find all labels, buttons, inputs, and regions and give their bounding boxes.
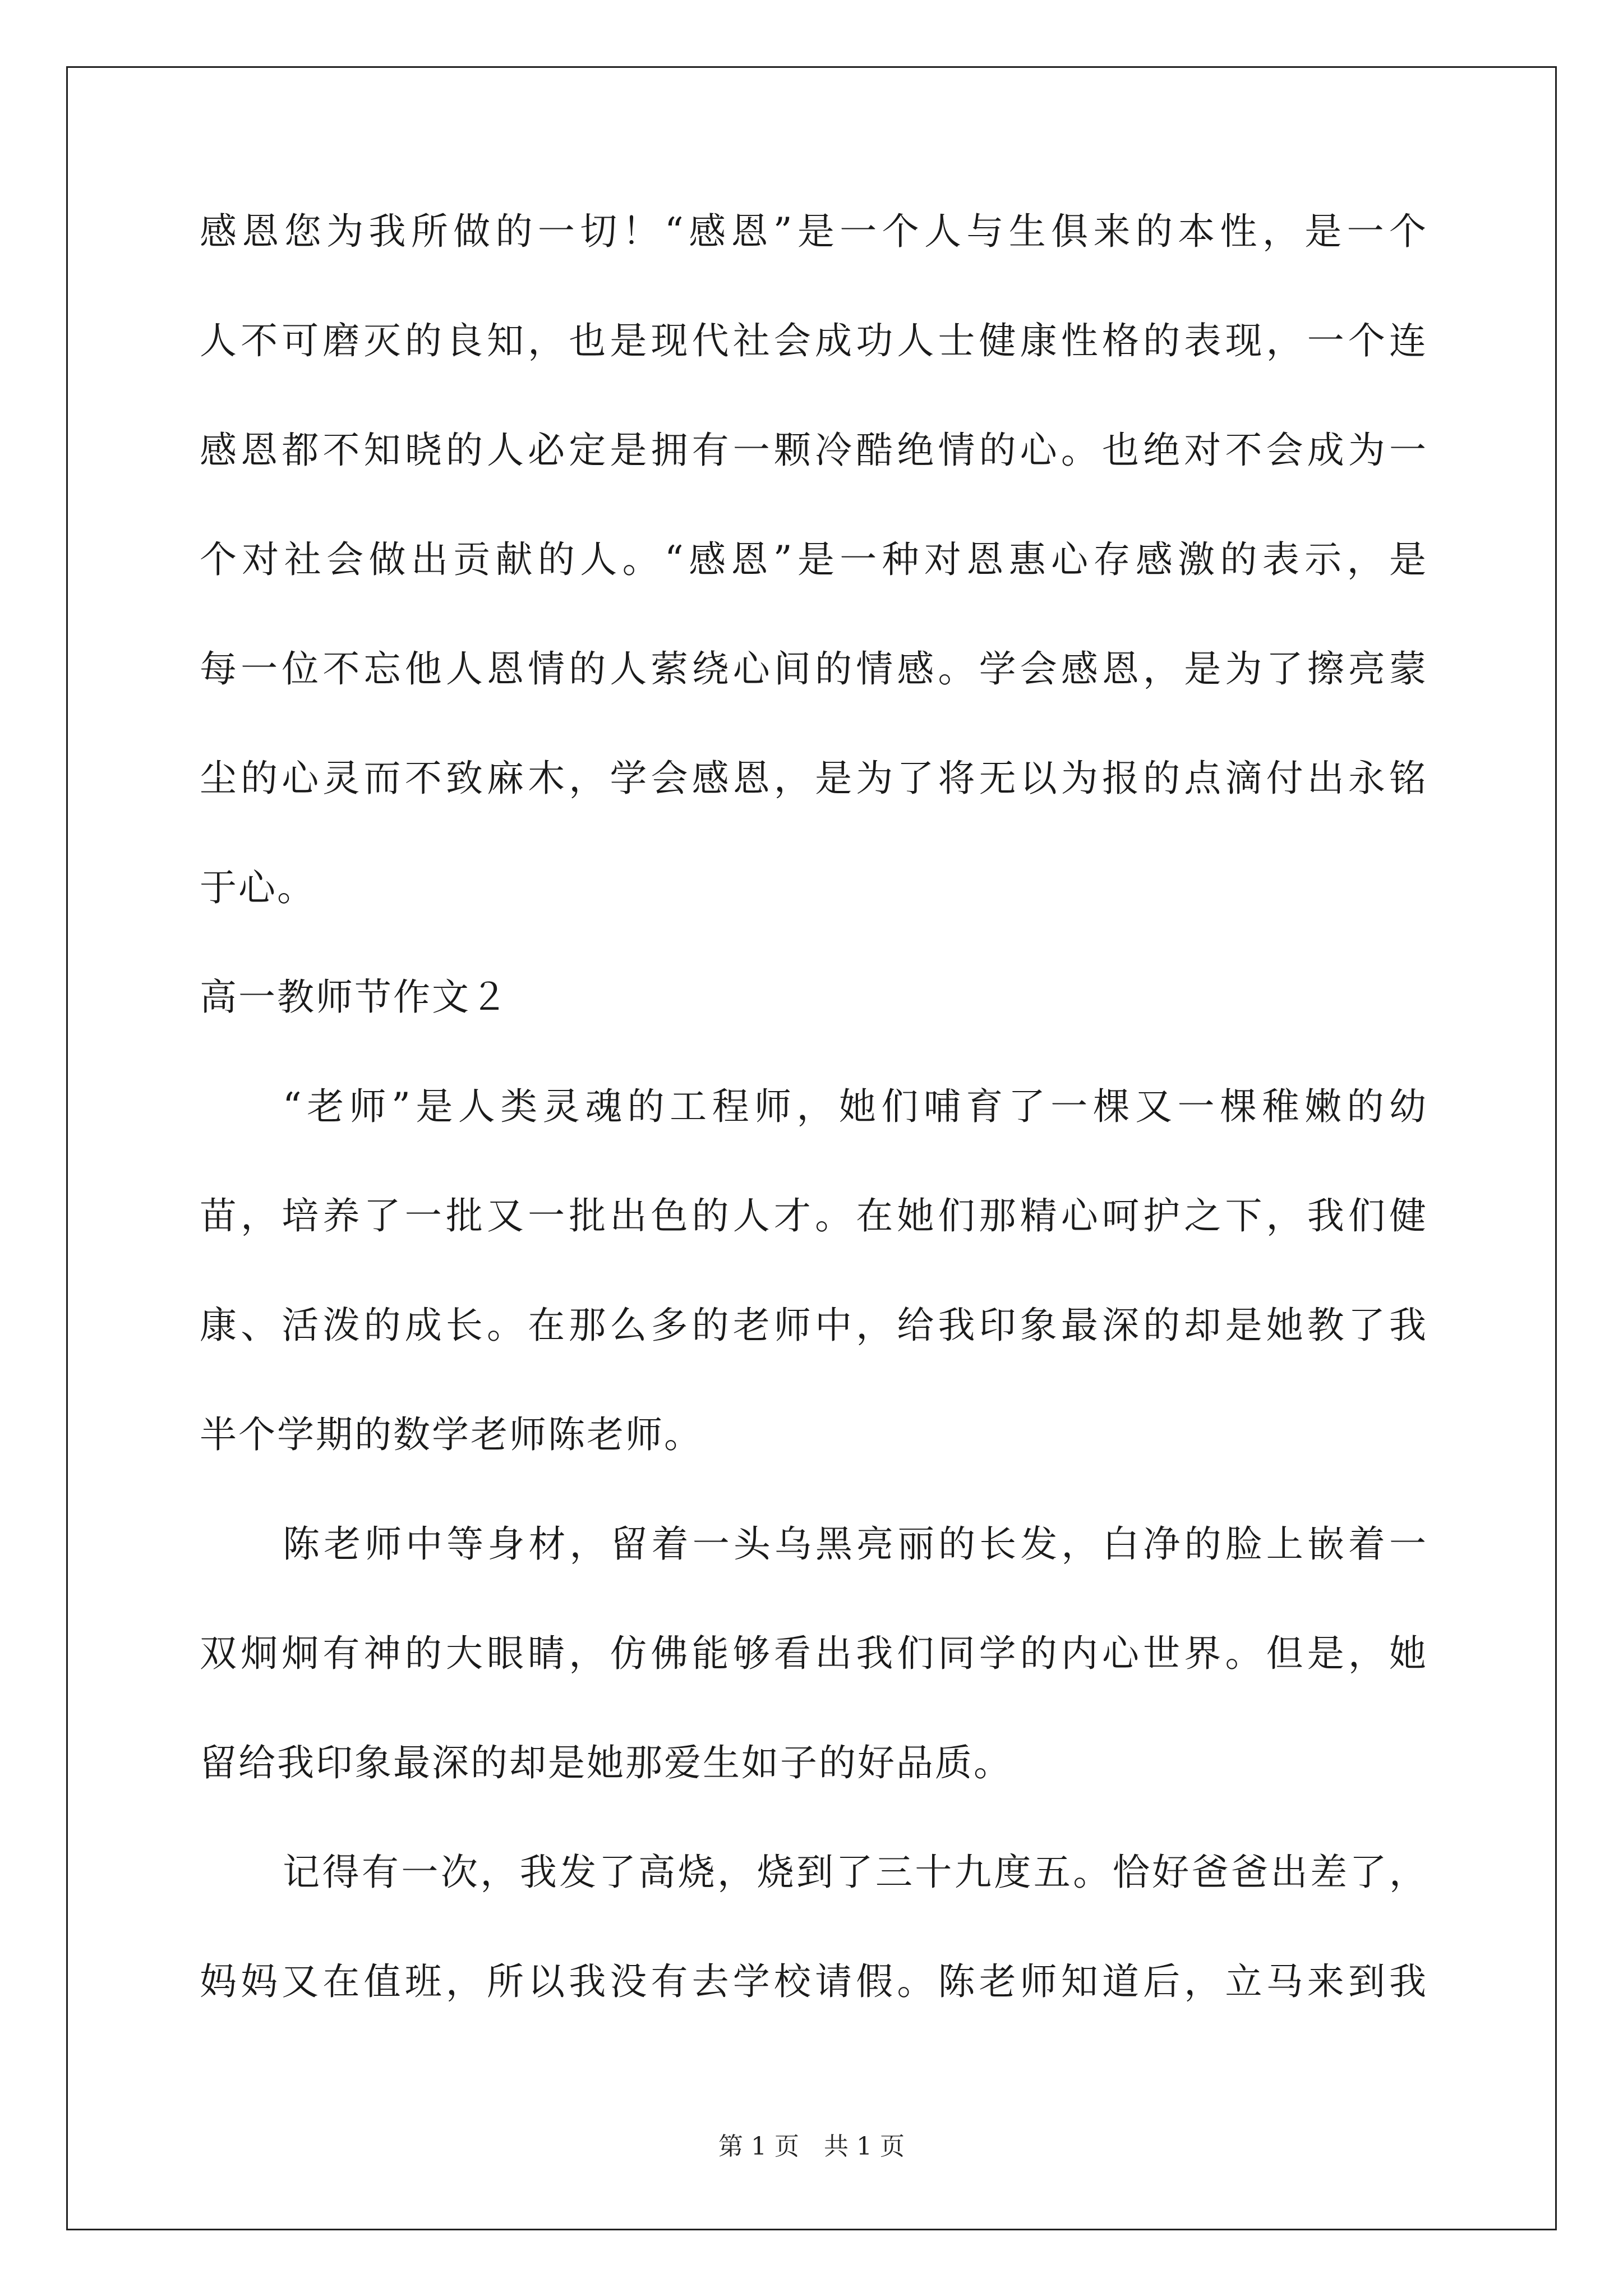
text-line: 苗，培养了一批又一批出色的人才。在她们那精心呵护之下，我们健 <box>200 1194 1428 1237</box>
text-line: 妈妈又在值班，所以我没有去学校请假。陈老师知道后，立马来到我 <box>200 1960 1428 2003</box>
text-line: “老师”是人类灵魂的工程师，她们哺育了一棵又一棵稚嫩的幼 <box>283 1085 1428 1128</box>
text-line: 康、活泼的成长。在那么多的老师中，给我印象最深的却是她教了我 <box>200 1304 1428 1347</box>
text-line: 人不可磨灭的良知，也是现代社会成功人士健康性格的表现，一个连 <box>200 319 1428 362</box>
text-line: 留给我印象最深的却是她那爱生如子的好品质。 <box>200 1741 1012 1784</box>
text-line: 记得有一次，我发了高烧，烧到了三十九度五。恰好爸爸出差了， <box>283 1851 1428 1894</box>
document-body <box>200 210 1428 2073</box>
text-line: 陈老师中等身材，留着一头乌黑亮丽的长发，白净的脸上嵌着一 <box>283 1522 1428 1566</box>
section-heading: 高一教师节作文２ <box>200 976 509 1019</box>
text-line: 尘的心灵而不致麻木，学会感恩，是为了将无以为报的点滴付出永铭 <box>200 757 1428 800</box>
text-line: 半个学期的数学老师陈老师。 <box>200 1413 703 1456</box>
text-line: 个对社会做出贡献的人。“感恩”是一种对恩惠心存感激的表示，是 <box>200 538 1428 581</box>
text-line: 每一位不忘他人恩情的人萦绕心间的情感。学会感恩，是为了擦亮蒙 <box>200 647 1428 691</box>
text-line: 感恩您为我所做的一切！“感恩”是一个人与生俱来的本性，是一个 <box>200 210 1428 253</box>
text-line: 于心。 <box>200 866 316 909</box>
text-line: 双炯炯有神的大眼睛，仿佛能够看出我们同学的内心世界。但是，她 <box>200 1632 1428 1675</box>
text-line: 感恩都不知晓的人必定是拥有一颗冷酷绝情的心。也绝对不会成为一 <box>200 429 1428 472</box>
page-number-footer: 第 1 页 共 1 页 <box>718 2132 905 2161</box>
